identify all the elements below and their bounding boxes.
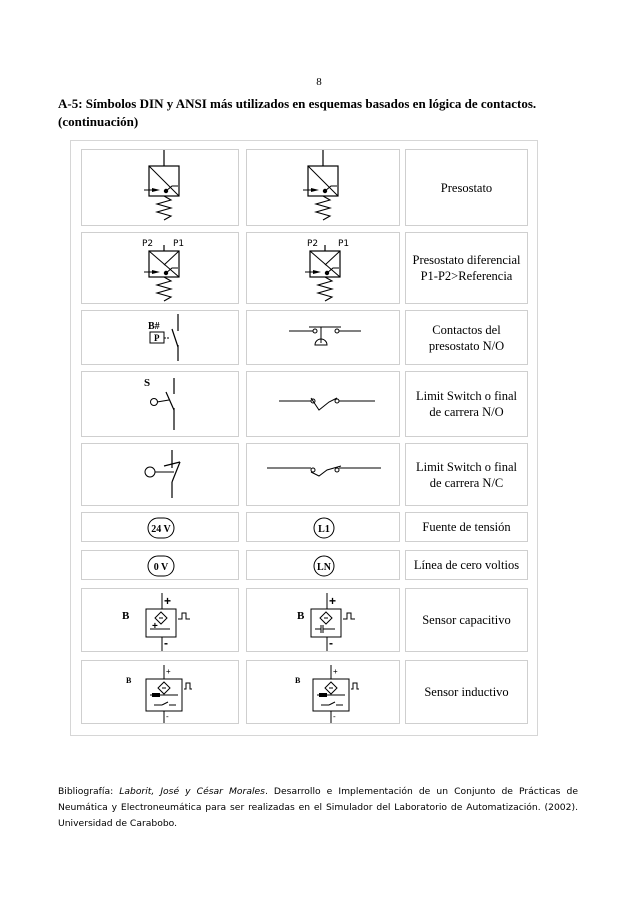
label-cell-row-9: [405, 660, 528, 724]
row-label-line-1: Contactos del: [432, 322, 501, 337]
label-cell-row-2: [405, 232, 528, 304]
ansi-symbol-capacitive-sensor: [246, 588, 400, 652]
inductive-sensor-icon: [247, 661, 401, 725]
row-label: Sensor capacitivo: [422, 613, 511, 627]
label-cell-row-7: [405, 550, 528, 580]
ln-label: LN: [317, 562, 331, 573]
row-label: Fuente de tensión: [422, 520, 511, 534]
din-symbol-pressure-contact: [81, 310, 239, 365]
heading-line-2: (continuación): [58, 114, 139, 129]
row-label-line-2: presostato N/O: [428, 338, 505, 353]
pressure-contact-icon: [247, 311, 401, 366]
row-label-line-2: de carrera N/C: [429, 475, 504, 490]
capacitive-sensor-icon: [82, 589, 240, 653]
din-symbol-voltage-source: [81, 512, 239, 542]
plus-label: +: [333, 667, 338, 676]
row-label-line-2: P1-P2>Referencia: [420, 269, 513, 283]
ansi-symbol-inductive-sensor: [246, 660, 400, 724]
inductive-sensor-icon: [82, 661, 240, 725]
limit-switch-no-icon: [247, 372, 401, 438]
differential-pressure-switch-icon: [82, 233, 240, 305]
row-label-line-1: Presostato diferencial: [412, 253, 521, 267]
din-symbol-inductive-sensor: [81, 660, 239, 724]
limit-switch-nc-icon: [82, 444, 240, 507]
bibliography: [58, 784, 578, 832]
ansi-symbol-pressure-switch: [246, 149, 400, 226]
pressure-switch-icon: [82, 150, 240, 227]
row-label: Presostato: [440, 180, 493, 195]
zero-volt-icon: [82, 551, 240, 581]
din-symbol-capacitive-sensor: [81, 588, 239, 652]
plus-label: +: [329, 594, 337, 608]
minus-label: -: [164, 636, 168, 650]
heading-line-1: A-5: Símbolos DIN y ANSI más utilizados en esquemas basados en lógica de contactos.: [58, 96, 537, 111]
capacitive-sensor-icon: [247, 589, 401, 653]
s-label: S: [144, 377, 151, 389]
row-label-line-2: de carrera N/O: [429, 405, 504, 419]
b-label: B: [295, 676, 301, 685]
row-label: Línea de cero voltios: [413, 558, 520, 572]
minus-label: -: [166, 712, 169, 721]
label-cell-row-5: [405, 443, 528, 506]
ansi-symbol-differential-pressure-switch: [246, 232, 400, 304]
pressure-contact-icon: [82, 311, 240, 366]
pressure-switch-icon: [247, 150, 401, 227]
label-cell-row-6: [405, 512, 528, 542]
p-box-label: P: [154, 333, 160, 343]
b-label: B: [122, 610, 130, 622]
bibliography-authors: Laborit, José y César Morales: [119, 786, 265, 797]
row-label-line-1: Limit Switch o final: [415, 459, 518, 474]
limit-switch-no-icon: [82, 372, 240, 438]
bibliography-text: . Desarrollo e Implementación de un Conjunto de Prácticas de Neumática y Electroneumática para ser realizadas en el Simulador del Laboratorio de Automatización. (2002). Universidad de Carabobo.: [58, 786, 578, 829]
label-cell-row-3: [405, 310, 528, 365]
label-cell-row-8: [405, 588, 528, 652]
row-label: Sensor inductivo: [424, 685, 509, 699]
minus-label: -: [333, 712, 336, 721]
p2-label: P2: [142, 239, 154, 249]
page-number: 8: [316, 76, 322, 88]
din-symbol-limit-switch-nc: [81, 443, 239, 506]
row-label-line-1: Limit Switch o final: [415, 389, 518, 403]
ansi-symbol-pressure-contact: [246, 310, 400, 365]
differential-pressure-switch-icon: [247, 233, 401, 305]
24v-label: 24 V: [151, 524, 171, 535]
label-cell-row-4: [405, 371, 528, 437]
voltage-source-icon: [247, 513, 401, 543]
din-symbol-zero-volt-line: [81, 550, 239, 580]
b-label: B: [126, 676, 132, 685]
ansi-symbol-voltage-source: [246, 512, 400, 542]
0v-label: 0 V: [153, 562, 169, 573]
b-hash-label: B#: [148, 321, 160, 332]
ansi-symbol-zero-volt-line: [246, 550, 400, 580]
ansi-symbol-limit-switch-nc: [246, 443, 400, 506]
bibliography-prefix: Bibliografía:: [58, 786, 120, 797]
label-cell-row-1: [405, 149, 528, 226]
ansi-symbol-limit-switch-no: [246, 371, 400, 437]
din-symbol-limit-switch-no: [81, 371, 239, 437]
minus-label: -: [329, 636, 333, 650]
voltage-source-icon: [82, 513, 240, 543]
plus-label: +: [166, 667, 171, 676]
zero-volt-icon: [247, 551, 401, 581]
p1-label: P1: [338, 239, 350, 249]
p2-label: P2: [307, 239, 319, 249]
l1-label: L1: [318, 524, 330, 535]
plus-label: +: [164, 594, 172, 608]
din-symbol-differential-pressure-switch: [81, 232, 239, 304]
inner-plus-label: +: [152, 621, 158, 632]
din-symbol-pressure-switch: [81, 149, 239, 226]
heading: [58, 95, 598, 131]
b-label: B: [297, 610, 305, 622]
limit-switch-nc-icon: [247, 444, 401, 507]
p1-label: P1: [173, 239, 185, 249]
